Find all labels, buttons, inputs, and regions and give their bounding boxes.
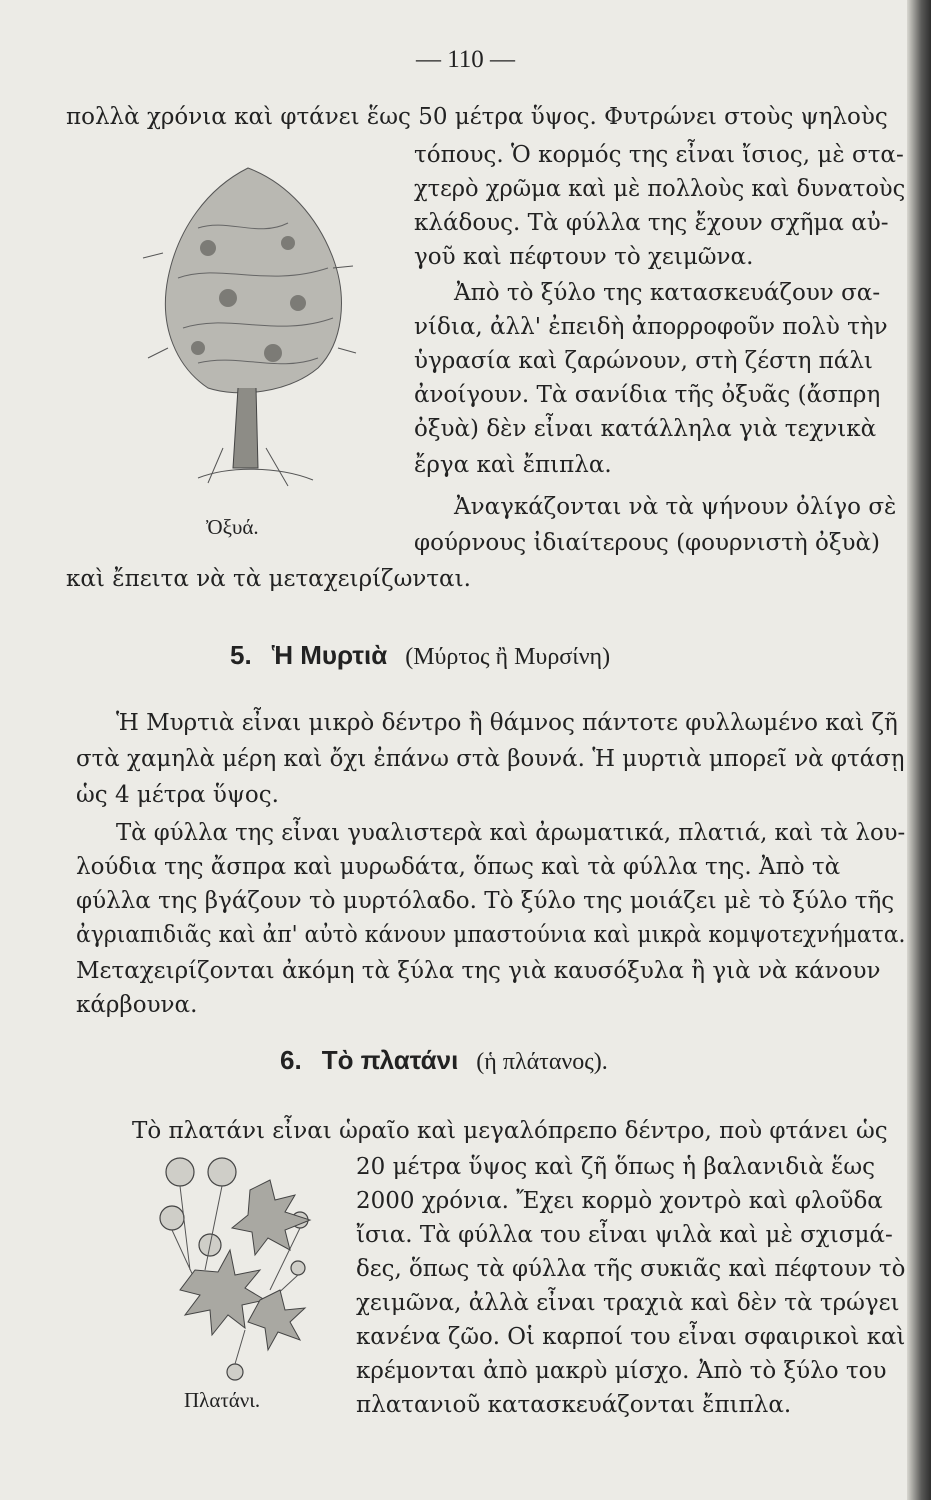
text-line: πολλὰ χρόνια καὶ φτάνει ἕως 50 μέτρα ὕψος. Φυτρώνει στοὺς ψηλοὺς [66,104,888,130]
text-line: λούδια της ἄσπρα καὶ μυρωδάτα, ὅπως καὶ τὰ φύλλα της. Ἀπὸ τὰ [76,854,841,880]
text-line: καὶ ἔπειτα νὰ τὰ μεταχειρίζωνται. [66,566,471,592]
text-line: τόπους. Ὁ κορμός της εἶναι ἴσιος, μὲ στα- [414,142,904,168]
text-line: ἴσια. Τὰ φύλλα του εἶναι ψιλὰ καὶ μὲ σχισμά- [356,1222,893,1248]
text-line: κανένα ζῶο. Οἱ καρποί του εἶναι σφαιρικοὶ καὶ [356,1324,906,1350]
text-line: νίδια, ἀλλ' ἐπειδὴ ἀπορροφοῦν πολὺ τὴν [414,314,888,340]
text-line: πλατανιοῦ κατασκευάζονται ἔπιπλα. [356,1392,792,1418]
text-line: ὀξυὰ) δὲν εἶναι κατάλληλα γιὰ τεχνικὰ [414,416,877,442]
section-number: 5. [230,640,252,670]
text-line: φούρνους ἰδιαίτερους (φουρνιστὴ ὀξυὰ) [414,530,881,556]
text-line: ἀγριαπιδιᾶς καὶ ἀπ' αὐτὸ κάνουν μπαστούνια καὶ μικρὰ κομψοτεχνήματα. [76,922,906,948]
text-line: Ἀπὸ τὸ ξύλο της κατασκευάζουν σα- [454,280,881,306]
page-number: — 110 — [415,46,516,73]
section-heading-myrtle [230,640,610,671]
section-subtitle: (Μύρτος ἢ Μυρσίνη) [405,644,611,670]
text-line: ἔργα καὶ ἔπιπλα. [414,452,612,478]
text-line: 2000 χρόνια. Ἔχει κορμὸ χοντρὸ καὶ φλοῦδα [356,1188,883,1214]
section-title: Ἡ Μυρτιὰ [271,640,388,670]
plane-tree-leaves-illustration [150,1150,340,1390]
text-line: Τὰ φύλλα της εἶναι γυαλιστερὰ καὶ ἀρωματικά, πλατιά, καὶ τὰ λου- [116,820,906,846]
section-subtitle: (ἡ πλάτανος). [476,1049,608,1075]
text-line: στὰ χαμηλὰ μέρη καὶ ὄχι ἐπάνω στὰ βουνά. Ἡ μυρτιὰ μπορεῖ νὰ φτάσῃ [76,746,905,772]
text-line: κρέμονται ἀπὸ μακρὺ μίσχο. Ἀπὸ τὸ ξύλο του [356,1358,887,1384]
text-line: χτερὸ χρῶμα καὶ μὲ πολλοὺς καὶ δυνατοὺς [414,176,906,202]
text-line: Μεταχειρίζονται ἀκόμη τὰ ξύλα της γιὰ καυσόξυλα ἢ γιὰ νὰ κάνουν [76,958,881,984]
text-line: ἀνοίγουν. Τὰ σανίδια τῆς ὀξυᾶς (ἄσπρη [414,382,881,408]
text-line: χειμῶνα, ἀλλὰ εἶναι τραχιὰ καὶ δὲν τὰ τρώγει [356,1290,900,1316]
oak-tree-illustration [138,148,358,508]
text-line: 20 μέτρα ὕψος καὶ ζῆ ὅπως ἡ βαλανιδιὰ ἕως [356,1154,876,1180]
text-line: φύλλα της βγάζουν τὸ μυρτόλαδο. Τὸ ξύλο της μοιάζει μὲ τὸ ξύλο τῆς [76,888,895,914]
section-number: 6. [280,1045,302,1075]
section-title: Τὸ πλατάνι [321,1045,459,1075]
text-line: Ἡ Μυρτιὰ εἶναι μικρὸ δέντρο ἢ θάμνος πάντοτε φυλλωμένο καὶ ζῆ [116,710,898,736]
text-line: κάρβουνα. [76,992,198,1018]
text-line: ὡς 4 μέτρα ὕψος. [76,782,279,808]
text-line: Ἀναγκάζονται νὰ τὰ ψήνουν ὀλίγο σὲ [454,494,897,520]
section-heading-plane [280,1045,608,1076]
oak-caption: Ὀξυά. [206,515,259,539]
text-line: ὑγρασία καὶ ζαρώνουν, στὴ ζέστη πάλι [414,348,873,374]
text-line: κλάδους. Τὰ φύλλα της ἔχουν σχῆμα αὐ- [414,210,889,236]
text-line: δες, ὅπως τὰ φύλλα τῆς συκιᾶς καὶ πέφτουν τὸ [356,1256,906,1282]
page-edge-shadow [907,0,931,1500]
text-line: Τὸ πλατάνι εἶναι ὡραῖο καὶ μεγαλόπρεπο δέντρο, ποὺ φτάνει ὡς [132,1118,888,1144]
plane-caption: Πλατάνι. [184,1388,261,1412]
text-line: γοῦ καὶ πέφτουν τὸ χειμῶνα. [414,244,754,270]
